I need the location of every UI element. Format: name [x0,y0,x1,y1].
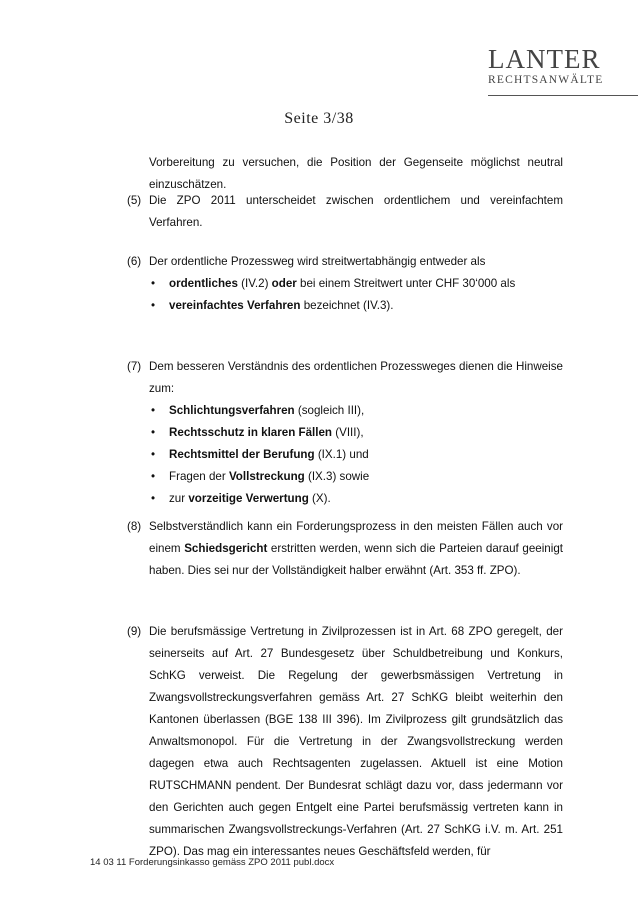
paragraph-text: Die berufsmässige Vertretung in Zivilprozessen ist in Art. 68 ZPO geregelt, der seinerseits auf Art. 27 Bundesgesetz über Schuldbetreibung und Konkurs, SchKG verweist. Die Regelung der gewerbsmässigen Vertretung in Zwangsvollstreckungsverfahren gemäss Art. 27 SchKG bleibt weiterhin den Kantonen überlassen (BGE 138 III 396). Im Zivilprozess gilt grundsätzlich das Anwaltsmonopol. Für die Vertretung in der Zwangsvollstreckung werden dagegen etwa auch Rechtsagenten zugelassen. Aktuell ist eine Motion RUTSCHMANN pendent. Der Bundesrat schlägt dazu vor, dass jedermann vor den Gerichten auch gegen Entgelt eine Partei berufsmässig vertreten kann in summarischen Zwangsvollstreckungs-Verfahren (Art. 27 SchKG i.V. m. Art. 251 ZPO). Das mag ein interessantes neues Geschäftsfeld werden, für [149,625,563,858]
document-footer: 14 03 11 Forderungsinkasso gemäss ZPO 2011 publ.docx [90,857,335,868]
paragraph-number: (7) [127,360,142,373]
paragraph-number: (6) [127,255,142,268]
page-number-header: Seite 3/38 [284,110,354,127]
list-item: • Fragen der Vollstreckung (IX.3) sowie [149,466,563,488]
logo-rule [488,95,638,96]
bold-term: Schiedsgericht [184,542,268,555]
paragraph-number: (8) [127,520,142,533]
paragraph-text: Dem besseren Verständnis des ordentlichen Prozessweges dienen die Hinweise zum: [149,360,563,395]
list-item: • Schlichtungsverfahren (sogleich III), [149,400,563,422]
bullet-icon: • [151,404,156,417]
bullet-icon: • [151,492,156,505]
bold-term: Vollstreckung [228,470,305,483]
paragraph-number: (5) [127,194,142,207]
list-item: • zur vorzeitige Verwertung (X). [149,488,563,510]
bold-term: Rechtsschutz in klaren Fällen [169,426,333,439]
paragraph-text: Die ZPO 2011 unterscheidet zwischen ordentlichem und vereinfachtem Verfahren. [149,194,563,229]
bullet-icon: • [151,470,156,483]
bold-term: vorzeitige Verwertung [188,492,309,505]
list-item: • Rechtsschutz in klaren Fällen (VIII), [149,422,563,444]
list-item: • vereinfachtes Verfahren bezeichnet (IV.3). [149,295,563,317]
bold-term: ordentliches [169,277,238,290]
bold-term: oder [271,277,297,290]
paragraph-text: Der ordentliche Prozessweg wird streitwertabhängig entweder als [149,255,486,268]
firm-logo [488,46,638,87]
intro-text: Vorbereitung zu versuchen, die Position der Gegenseite möglichst neutral einzuschätzen. [149,156,563,191]
logo-name: LANTER [488,44,601,74]
list-item: • ordentliches (IV.2) oder bei einem Streitwert unter CHF 30‘000 als [149,273,563,295]
bold-term: Schlichtungsverfahren [169,404,295,417]
bullet-icon: • [151,426,156,439]
list-item: • Rechtsmittel der Berufung (IX.1) und [149,444,563,466]
bold-term: vereinfachtes Verfahren [169,299,301,312]
paragraph-number: (9) [127,625,142,638]
logo-subtitle: RECHTSANWÄLTE [488,74,604,86]
bullet-icon: • [151,277,156,290]
paragraph-text: Selbstverständlich kann ein Forderungsprozess in den meisten Fällen auch vor einem Schiedsgericht erstritten werden, wenn sich die Parteien darauf geeinigt haben. Dies sei nur der Vollständigkeit halber erwähnt (Art. 353 ff. ZPO). [149,520,563,577]
bullet-icon: • [151,448,156,461]
bullet-icon: • [151,299,156,312]
bullet-list [149,400,563,510]
bullet-list [149,273,563,317]
bold-term: Rechtsmittel der Berufung [169,448,315,461]
